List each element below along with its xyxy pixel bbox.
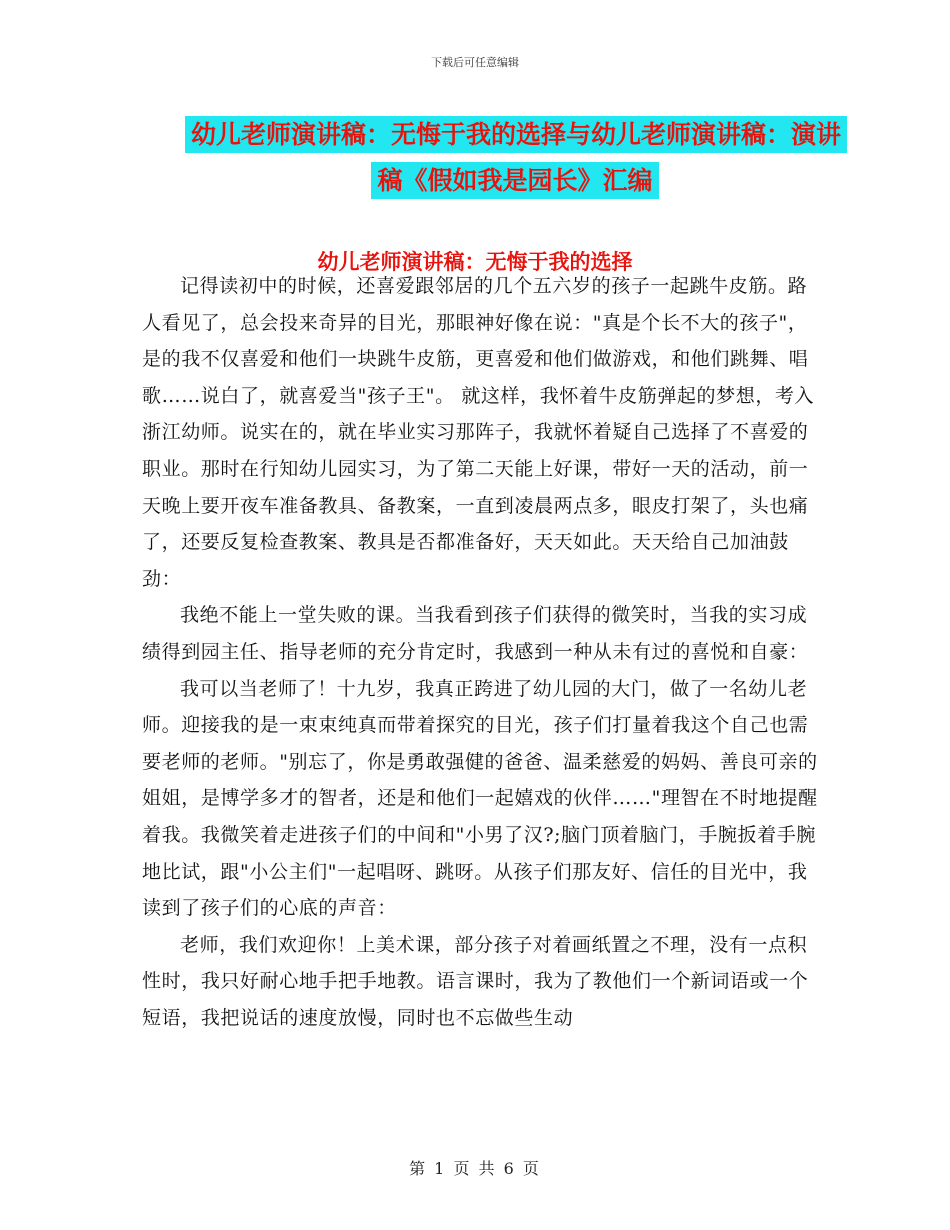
document-title: [185, 112, 845, 204]
paragraph: 我绝不能上一堂失败的课。当我看到孩子们获得的微笑时，当我的实习成绩得到园主任、指导老师的充分肯定时，我感到一种从未有过的喜悦和自豪：: [142, 604, 809, 663]
body-text: [142, 268, 822, 1036]
page-footer: 第 1 页 共 6 页: [409, 1159, 541, 1178]
section-title: 幼儿老师演讲稿：无悔于我的选择: [317, 250, 633, 274]
paragraph: 老师，我们欢迎你！上美术课，部分孩子对着画纸置之不理，没有一点积性时，我只好耐心地手把手地教。语言课时，我为了教他们一个新词语或一个短语，我把说话的速度放慢，同时也不忘做些生动: [142, 933, 809, 1029]
header-note: 下载后可任意编辑: [431, 56, 519, 69]
document-title-text: 幼儿老师演讲稿：无悔于我的选择与幼儿老师演讲稿：演讲稿《假如我是园长》汇编: [185, 116, 847, 199]
paragraph: 记得读初中的时候，还喜爱跟邻居的几个五六岁的孩子一起跳牛皮筋。路人看见了，总会投来奇异的目光，那眼神好像在说："真是个长不大的孩子"，是的我不仅喜爱和他们一块跳牛皮筋，更喜爱和他们做游戏，和他们跳舞、唱歌……说白了，就喜爱当"孩子王"。 就这样，我怀着牛皮筋弹起的梦想，考入浙江幼师。说实在的，就在毕业实习那阵子，我就怀着疑自己选择了不喜爱的职业。那时在行知幼儿园实习，为了第二天能上好课，带好一天的活动，前一天晚上要开夜车准备教具、备教案，一直到凌晨两点多，眼皮打架了，头也痛了，还要反复检查教案、教具是否都准备好，天天如此。天天给自己加油鼓劲：: [142, 275, 815, 590]
paragraph: 我可以当老师了！十九岁，我真正跨进了幼儿园的大门，做了一名幼儿老师。迎接我的是一束束纯真而带着探究的目光，孩子们打量着我这个自己也需要老师的老师。"别忘了，你是勇敢强健的爸爸、温柔慈爱的妈妈、善良可亲的姐姐，是博学多才的智者，还是和他们一起嬉戏的伙伴……"理智在不时地提醒着我。我微笑着走进孩子们的中间和"小男了汉?;脑门顶着脑门，手腕扳着手腕地比试，跟"小公主们"一起唱呀、跳呀。从孩子们那友好、信任的目光中，我读到了孩子们的心底的声音：: [142, 677, 818, 920]
